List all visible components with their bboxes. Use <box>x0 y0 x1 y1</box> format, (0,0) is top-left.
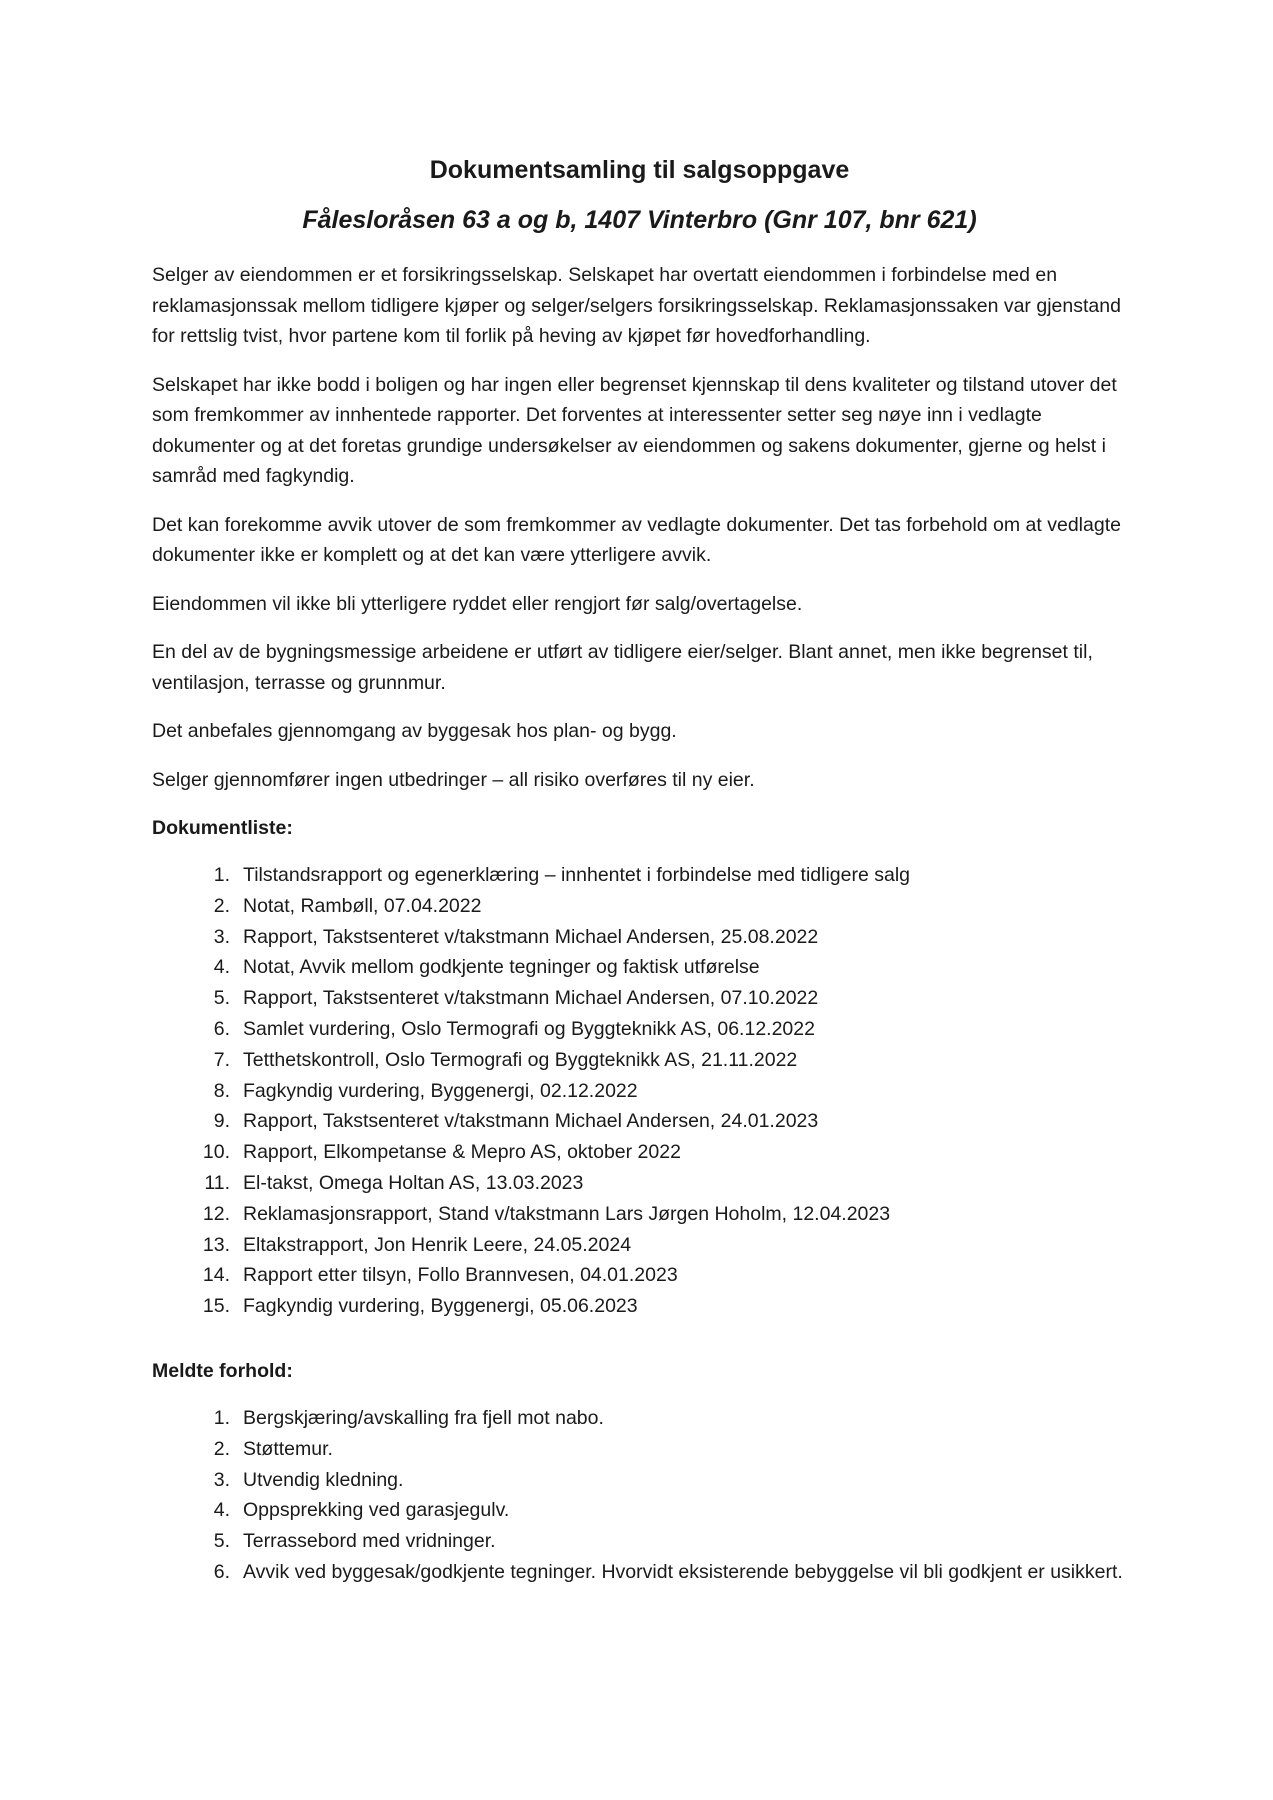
list-item <box>152 1168 1127 1199</box>
list-item <box>152 983 1127 1014</box>
list-item <box>152 1291 1127 1322</box>
list-number: 2. <box>213 894 230 917</box>
list-number: 13. <box>202 1233 230 1256</box>
list-item <box>152 1106 1127 1137</box>
list-item <box>152 860 1127 891</box>
paragraph: Det kan forekomme avvik utover de som fremkommer av vedlagte dokumenter. Det tas forbehold om at vedlagte dokumenter ikke er komplett og at det kan være ytterligere avvik. <box>152 513 1121 566</box>
list-text: Bergskjæring/avskalling fra fjell mot nabo. <box>243 1406 604 1429</box>
list-text: Støttemur. <box>243 1437 333 1460</box>
list-text: Rapport, Takstsenteret v/takstmann Michael Andersen, 07.10.2022 <box>243 987 819 1010</box>
list-text: Rapport, Takstsenteret v/takstmann Michael Andersen, 24.01.2023 <box>243 1110 819 1133</box>
list-text: Samlet vurdering, Oslo Termografi og Byggteknikk AS, 06.12.2022 <box>243 1017 815 1040</box>
list-text: Notat, Rambøll, 07.04.2022 <box>243 894 482 917</box>
list-text: Fagkyndig vurdering, Byggenergi, 02.12.2022 <box>243 1079 638 1102</box>
list-text: Eltakstrapport, Jon Henrik Leere, 24.05.2024 <box>243 1233 632 1256</box>
list-text: Oppsprekking ved garasjegulv. <box>243 1499 510 1522</box>
list-item <box>152 1199 1127 1230</box>
list-item <box>152 1137 1127 1168</box>
list-number: 6. <box>213 1017 230 1040</box>
list-text: Notat, Avvik mellom godkjente tegninger og faktisk utførelse <box>243 956 760 979</box>
list-number: 5. <box>213 1530 230 1553</box>
list-item <box>152 922 1127 953</box>
paragraph: Det anbefales gjennomgang av byggesak hos plan- og bygg. <box>152 720 677 742</box>
paragraph: Selskapet har ikke bodd i boligen og har ingen eller begrenset kjennskap til dens kvaliteter og tilstand utover det som fremkommer av innhentede rapporter. Det forventes at interessenter setter seg nøye inn i vedlagte dokumenter og at det foretas grundige undersøkelser av eiendommen og sakens dokumenter, gjerne og helst i samråd med fagkyndig. <box>152 373 1117 487</box>
list-text: El-takst, Omega Holtan AS, 13.03.2023 <box>243 1171 584 1194</box>
list-text: Fagkyndig vurdering, Byggenergi, 05.06.2023 <box>243 1295 638 1318</box>
list-item <box>152 1495 1127 1526</box>
list-number: 3. <box>213 925 230 948</box>
list-item <box>152 1076 1127 1107</box>
intro-text <box>152 260 1127 795</box>
list-item <box>152 1260 1127 1291</box>
paragraph: Eiendommen vil ikke bli ytterligere ryddet eller rengjort før salg/overtagelse. <box>152 592 803 615</box>
list-number: 1. <box>213 864 230 886</box>
list-item <box>152 1045 1127 1076</box>
reported-issues-list <box>152 1403 1127 1588</box>
list-number: 6. <box>213 1560 230 1583</box>
list-number: 5. <box>213 987 230 1010</box>
list-item <box>152 1526 1127 1557</box>
list-text: Rapport, Takstsenteret v/takstmann Michael Andersen, 25.08.2022 <box>243 925 819 948</box>
list-number: 12. <box>202 1202 230 1225</box>
list-number: 9. <box>213 1110 230 1133</box>
list-item <box>152 891 1127 922</box>
document-list-heading: Dokumentliste: <box>152 817 293 839</box>
list-item <box>152 1230 1127 1261</box>
list-item <box>152 1403 1127 1434</box>
list-text: Reklamasjonsrapport, Stand v/takstmann Lars Jørgen Hoholm, 12.04.2023 <box>243 1202 891 1225</box>
document-page <box>152 150 1127 1588</box>
list-text: Avvik ved byggesak/godkjente tegninger. Hvorvidt eksisterende bebyggelse vil bli godkjent er usikkert. <box>243 1560 1123 1583</box>
list-number: 1. <box>213 1406 230 1429</box>
list-number: 15. <box>202 1295 230 1318</box>
paragraph: Selger gjennomfører ingen utbedringer – all risiko overføres til ny eier. <box>152 768 755 791</box>
list-number: 10. <box>202 1141 230 1164</box>
list-item <box>152 1434 1127 1465</box>
list-text: Rapport, Elkompetanse & Mepro AS, oktober 2022 <box>243 1141 681 1164</box>
list-text: Rapport etter tilsyn, Follo Brannvesen, 04.01.2023 <box>243 1264 678 1287</box>
property-address: Fålesloråsen 63 a og b, 1407 Vinterbro (Gnr 107, bnr 621) <box>302 206 977 234</box>
list-number: 8. <box>213 1079 230 1102</box>
list-number: 4. <box>213 956 230 979</box>
list-item <box>152 1465 1127 1496</box>
list-number: 11. <box>204 1171 230 1194</box>
document-title: Dokumentsamling til salgsoppgave <box>429 156 850 184</box>
list-number: 7. <box>213 1048 230 1071</box>
section-spacer <box>152 1322 1127 1356</box>
list-text: Tilstandsrapport og egenerklæring – innhentet i forbindelse med tidligere salg <box>243 864 910 886</box>
list-number: 3. <box>213 1468 230 1491</box>
list-item <box>152 1014 1127 1045</box>
document-list <box>152 860 1127 1322</box>
paragraph: Selger av eiendommen er et forsikringsselskap. Selskapet har overtatt eiendommen i forbindelse med en reklamasjonssak mellom tidligere kjøper og selger/selgers forsikringsselskap. Reklamasjonssaken var gjenstand for rettslig tvist, hvor partene kom til forlik på heving av kjøpet før hovedforhandling. <box>152 264 1121 347</box>
reported-issues-heading: Meldte forhold: <box>152 1359 293 1382</box>
list-number: 4. <box>213 1499 230 1522</box>
list-number: 2. <box>213 1437 230 1460</box>
paragraph: En del av de bygningsmessige arbeidene er utført av tidligere eier/selger. Blant annet, men ikke begrenset til, ventilasjon, terrasse og grunnmur. <box>152 641 1093 694</box>
list-item <box>152 1557 1127 1588</box>
list-number: 14. <box>202 1264 230 1287</box>
list-text: Terrassebord med vridninger. <box>243 1530 496 1553</box>
list-text: Utvendig kledning. <box>243 1468 404 1491</box>
list-text: Tetthetskontroll, Oslo Termografi og Byggteknikk AS, 21.11.2022 <box>243 1048 798 1071</box>
list-item <box>152 952 1127 983</box>
